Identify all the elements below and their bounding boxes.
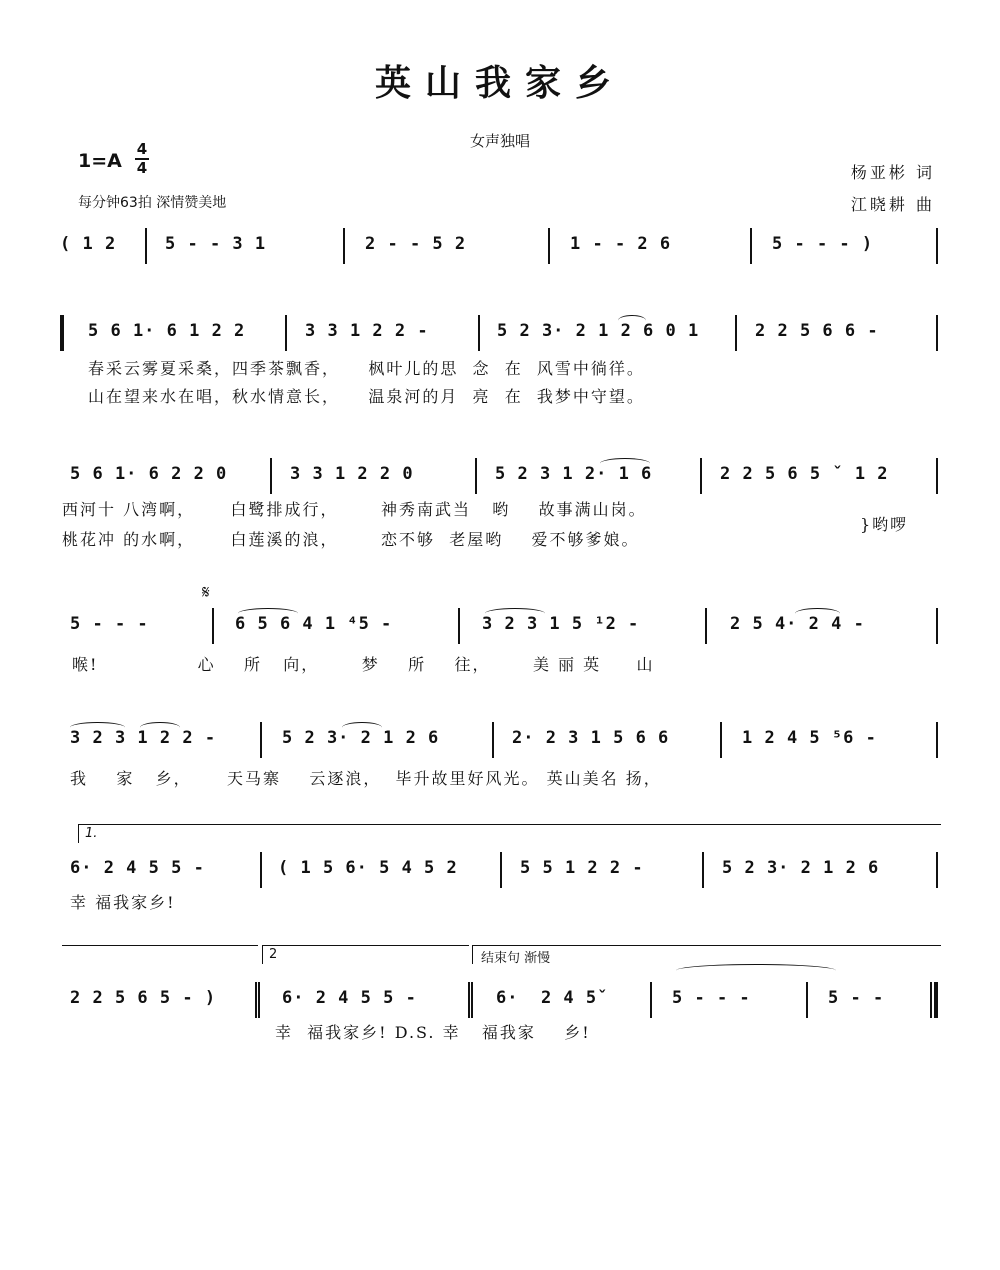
lyrics-verse-1: 幸 福我家乡! D.S. 幸 福我家 乡! bbox=[275, 1023, 591, 1042]
barline bbox=[936, 458, 938, 494]
barline bbox=[468, 982, 470, 1018]
measure-notes: 5 5 1 2 2 - bbox=[520, 858, 644, 878]
barline bbox=[702, 852, 704, 888]
barline bbox=[260, 722, 262, 758]
barline bbox=[700, 458, 702, 494]
staff-line-2 bbox=[60, 315, 940, 361]
measure-notes: 5 - - bbox=[828, 988, 885, 1008]
slur bbox=[795, 608, 840, 619]
volta-second-ending bbox=[262, 945, 469, 964]
barline bbox=[471, 982, 473, 1018]
composer-credit: 江晓耕 曲 bbox=[850, 195, 935, 214]
barline bbox=[750, 228, 752, 264]
staff-line-5 bbox=[60, 722, 940, 768]
barline bbox=[705, 608, 707, 644]
volta-number: 1. bbox=[85, 826, 98, 841]
volta-first-ending bbox=[78, 824, 941, 843]
barline bbox=[936, 608, 938, 644]
final-barline bbox=[934, 982, 938, 1018]
barline bbox=[478, 315, 480, 351]
measure-notes: 6 5 6 4 1 ⁴5 - bbox=[235, 614, 393, 634]
lyricist-credit: 杨亚彬 词 bbox=[850, 163, 935, 182]
measure-notes: 5 2 3· 2 1 2 6 0 1 bbox=[497, 321, 700, 341]
barline bbox=[475, 458, 477, 494]
measure-notes: 6· 2 4 5ˇ bbox=[496, 988, 609, 1008]
measure-notes: 2 - - 5 2 bbox=[365, 234, 467, 254]
slur bbox=[600, 458, 650, 469]
lyrics-verse-2: 山在望来水在唱，秋水情意长， 温泉河的月 亮 在 我梦中守望。 bbox=[88, 387, 645, 406]
barline bbox=[458, 608, 460, 644]
barline bbox=[270, 458, 272, 494]
measure-notes: ( 1 5 6· 5 4 5 2 bbox=[278, 858, 458, 878]
staff-guide bbox=[62, 945, 258, 946]
lyrics-verse-1: 喉! 心 所 向， 梦 所 往， 美 丽 英 山 bbox=[72, 655, 655, 674]
barline bbox=[650, 982, 652, 1018]
barline bbox=[285, 315, 287, 351]
measure-notes: ( 1 2 bbox=[60, 234, 117, 254]
time-signature bbox=[134, 141, 150, 177]
barline bbox=[258, 982, 260, 1018]
repeat-start-barline bbox=[60, 315, 64, 351]
tie bbox=[676, 964, 836, 977]
barline bbox=[936, 852, 938, 888]
measure-notes: 5 - - - bbox=[70, 614, 149, 634]
lyrics-verse-1: 西河十 八湾啊， 白鹭排成行， 神秀南武当 哟 故事满山岗。 bbox=[62, 500, 647, 519]
lyrics-verse-1: 幸 福我家乡! bbox=[70, 893, 176, 912]
measure-notes: 3 3 1 2 2 0 bbox=[290, 464, 414, 484]
measure-notes: 5 - - - bbox=[672, 988, 751, 1008]
measure-notes: 5 6 1· 6 2 2 0 bbox=[70, 464, 228, 484]
measure-notes: 5 - - - ) bbox=[772, 234, 874, 254]
slur bbox=[618, 315, 646, 326]
barline bbox=[343, 228, 345, 264]
measure-notes: 3 2 3 1 2 2 - bbox=[70, 728, 217, 748]
lyrics-verse-1: 春采云雾夏采桑，四季茶飘香， 枫叶儿的思 念 在 风雪中徜徉。 bbox=[88, 359, 645, 378]
measure-notes: 6· 2 4 5 5 - bbox=[70, 858, 205, 878]
volta-number: 2 bbox=[269, 947, 278, 962]
measure-notes: 2 5 4· 2 4 - bbox=[730, 614, 865, 634]
song-title: 英山我家乡 bbox=[374, 62, 625, 104]
lyrics-verse-1: 我 家 乡， 天马寨 云逐浪， 毕升故里好风光。 英山美名 扬， bbox=[70, 769, 662, 788]
slur bbox=[70, 722, 125, 733]
measure-notes: 3 2 3 1 5 ¹2 - bbox=[482, 614, 640, 634]
barline bbox=[720, 722, 722, 758]
slur bbox=[140, 722, 180, 733]
lyrics-aside: }哟啰 bbox=[860, 515, 909, 534]
barline bbox=[492, 722, 494, 758]
measure-notes: 2 2 5 6 6 - bbox=[755, 321, 879, 341]
ending-section bbox=[472, 945, 941, 964]
staff-line-4 bbox=[60, 582, 940, 654]
segno-sign: 𝄋 bbox=[202, 582, 210, 603]
barline bbox=[212, 608, 214, 644]
slur bbox=[238, 608, 298, 619]
measure-notes: 2· 2 3 1 5 6 6 bbox=[512, 728, 670, 748]
measure-notes: 2 2 5 6 5 ˇ 1 2 bbox=[720, 464, 889, 484]
ending-label: 结束句 渐慢 bbox=[481, 951, 551, 966]
measure-notes: 5 2 3· 2 1 2 6 bbox=[722, 858, 880, 878]
lyrics-verse-2: 桃花冲 的水啊， 白莲溪的浪， 恋不够 老屋哟 爱不够爹娘。 bbox=[62, 530, 640, 549]
barline bbox=[735, 315, 737, 351]
measure-notes: 3 3 1 2 2 - bbox=[305, 321, 429, 341]
time-bottom: 4 bbox=[136, 159, 148, 177]
measure-notes: 5 2 3 1 2· 1 6 bbox=[495, 464, 653, 484]
staff-line-1 bbox=[60, 228, 940, 274]
measure-notes: 1 2 4 5 ⁵6 - bbox=[742, 728, 877, 748]
barline bbox=[548, 228, 550, 264]
measure-notes: 6· 2 4 5 5 - bbox=[282, 988, 417, 1008]
measure-notes: 5 2 3· 2 1 2 6 bbox=[282, 728, 440, 748]
performance-type: 女声独唱 bbox=[469, 132, 530, 150]
slur bbox=[342, 722, 382, 733]
tempo-marking: 每分钟63拍 深情赞美地 bbox=[78, 195, 227, 211]
measure-notes: 5 - - 3 1 bbox=[165, 234, 267, 254]
barline bbox=[936, 315, 938, 351]
time-top: 4 bbox=[136, 140, 148, 158]
barline bbox=[255, 982, 257, 1018]
barline bbox=[936, 722, 938, 758]
measure-notes: 2 2 5 6 5 - ) bbox=[70, 988, 217, 1008]
barline bbox=[806, 982, 808, 1018]
barline bbox=[145, 228, 147, 264]
barline bbox=[936, 228, 938, 264]
barline bbox=[260, 852, 262, 888]
slur bbox=[485, 608, 545, 619]
key-signature: 1=A bbox=[78, 150, 122, 172]
measure-notes: 1 - - 2 6 bbox=[570, 234, 672, 254]
staff-line-6 bbox=[60, 852, 940, 898]
measure-notes: 5 6 1· 6 1 2 2 bbox=[88, 321, 246, 341]
barline bbox=[500, 852, 502, 888]
barline bbox=[930, 982, 932, 1018]
